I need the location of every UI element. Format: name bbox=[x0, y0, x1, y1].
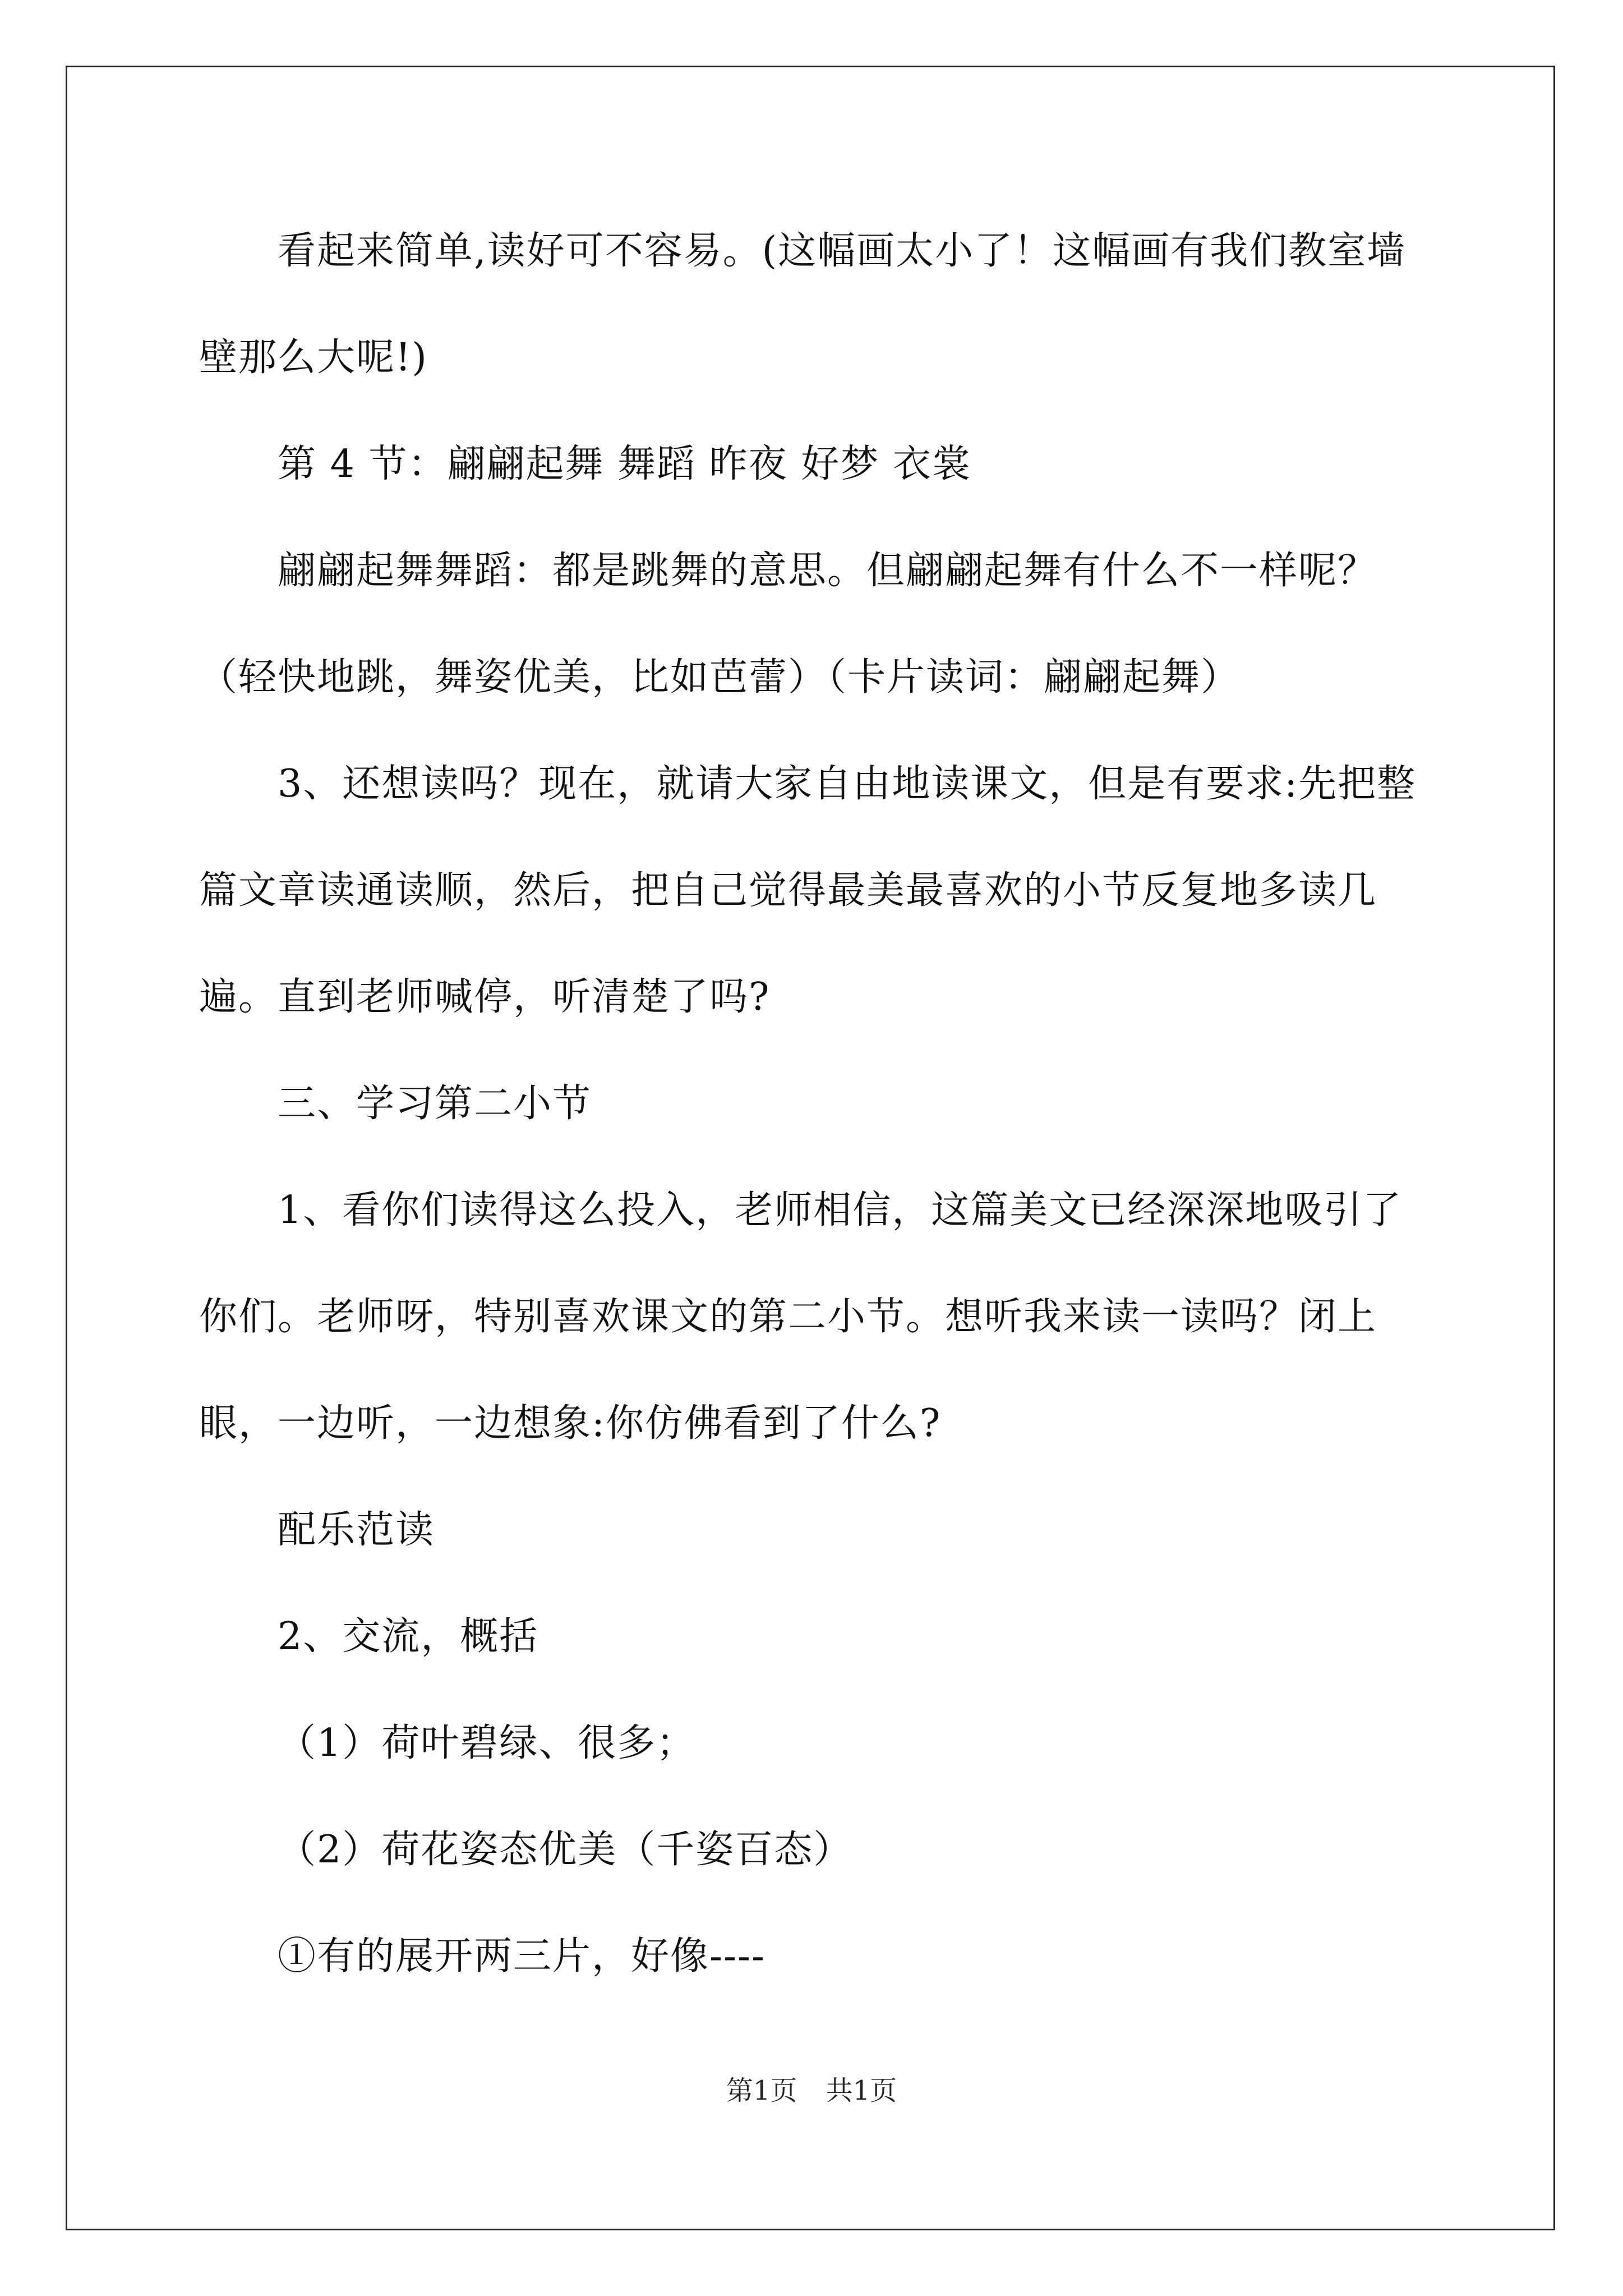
page-total: 共1页 bbox=[826, 2075, 897, 2106]
paragraph-2: 第 4 节：翩翩起舞 舞蹈 昨夜 好梦 衣裳 bbox=[278, 442, 971, 486]
paragraph-8: 2、交流，概括 bbox=[278, 1614, 539, 1659]
paragraph-3: 翩翩起舞舞蹈：都是跳舞的意思。但翩翩起舞有什么不一样呢？（轻快地跳，舞姿优美，比如芭蕾）（卡片读词：翩翩起舞） bbox=[199, 549, 1377, 700]
page-footer bbox=[0, 2069, 1623, 2108]
section-heading: 三、学习第二小节 bbox=[278, 1082, 592, 1126]
list-item-1: （1）荷叶碧绿、很多； bbox=[278, 1721, 696, 1765]
paragraph-7: 配乐范读 bbox=[278, 1508, 435, 1552]
list-item-3: ①有的展开两三片，好像---- bbox=[278, 1934, 766, 1978]
paragraph-1: 看起来简单,读好可不容易。(这幅画太小了！这幅画有我们教室墙壁那么大呢!) bbox=[199, 229, 1407, 380]
list-item-2: （2）荷花姿态优美（千姿百态） bbox=[278, 1828, 853, 1872]
paragraph-4: 3、还想读吗？现在，就请大家自由地读课文，但是有要求:先把整篇文章读通读顺，然后，把自己觉得最美最喜欢的小节反复地多读几遍。直到老师喊停，听清楚了吗? bbox=[199, 762, 1417, 1019]
paragraph-6: 1、看你们读得这么投入，老师相信，这篇美文已经深深地吸引了你们。老师呀，特别喜欢课文的第二小节。想听我来读一读吗？闭上眼，一边听，一边想象:你仿佛看到了什么? bbox=[199, 1188, 1403, 1446]
page-number: 第1页 bbox=[726, 2075, 797, 2106]
